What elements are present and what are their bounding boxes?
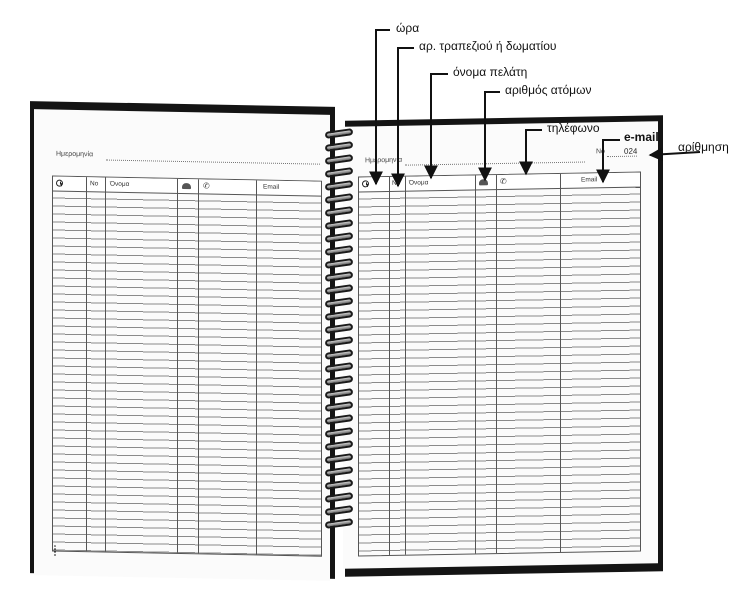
arrow-customer-name xyxy=(431,74,448,178)
arrow-party-size xyxy=(485,92,500,180)
phone-icon: ✆ xyxy=(500,176,507,187)
phone-icon: ✆ xyxy=(203,181,210,191)
date-label: Ημερομηνία xyxy=(56,150,94,159)
header-name: Όνομα xyxy=(409,179,429,187)
header-email: Email xyxy=(263,183,280,191)
arrow-phone xyxy=(526,130,542,174)
date-label: Ημερομηνία xyxy=(365,156,403,165)
annotation-customer-name: όνομα πελάτη xyxy=(453,65,528,79)
annotation-time: ώρα xyxy=(396,21,420,35)
page-no-label: No xyxy=(596,148,605,156)
annotation-party-size: αριθμός ατόμων xyxy=(505,83,592,97)
header-email: Email xyxy=(581,176,598,184)
annotation-phone: τηλέφωνο xyxy=(547,121,600,135)
annotation-table-room: αρ. τραπεζιού ή δωματίου xyxy=(419,39,557,53)
annotation-email: e-mail xyxy=(624,130,659,144)
arrow-table-room xyxy=(398,48,414,186)
arrow-time xyxy=(376,30,390,184)
arrow-email xyxy=(603,140,620,182)
header-number: No xyxy=(90,180,99,188)
annotation-numbering: αρίθμηση xyxy=(678,140,729,154)
page-number: 024 xyxy=(624,146,638,156)
header-name: Όνομα xyxy=(110,180,130,188)
header-number: No xyxy=(392,179,401,187)
